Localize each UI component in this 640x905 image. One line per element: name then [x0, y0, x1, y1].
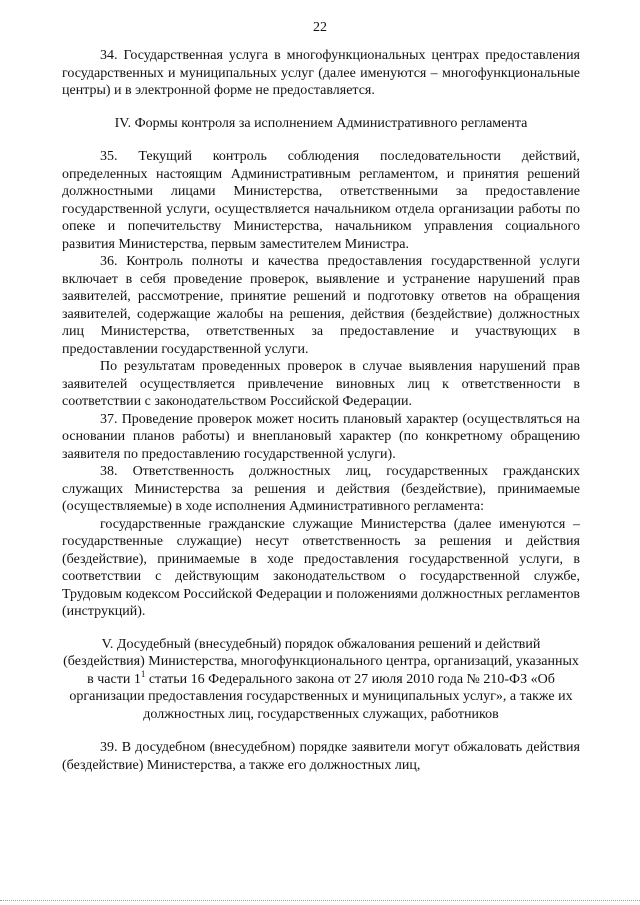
paragraph-36-results: По результатам проведенных проверок в случае выявления нарушений прав заявителей осуществляется привлечение виновных лиц к ответственности в соответствии с законодательством Российской Федерации.	[62, 359, 580, 409]
paragraph-35: 35. Текущий контроль соблюдения последовательности действий, определенных настоящим Административным регламентом, и принятия решений должностными лицами Министерства, ответственными за предоставление государственной услуги, осуществляется начальником отдела организации работы по опеке и попечительству Министерства, начальником управления социального развития Министерства, первым заместителем Министра.	[62, 149, 580, 252]
paragraph-38: 38. Ответственность должностных лиц, государственных гражданских служащих Министерства за решения и действия (бездействие), принимаемые (осуществляемые) в ходе исполнения Административного регламента:	[62, 464, 580, 514]
paragraph-37: 37. Проведение проверок может носить плановый характер (осуществляться на основании планов работы) и внеплановый характер (по конкретному обращению заявителя по предоставлению государственной услуги).	[62, 411, 580, 462]
page-number: 22	[313, 20, 327, 35]
page-bottom-rule	[0, 900, 640, 901]
section-heading-v-part1: V. Досудебный (внесудебный) порядок обжалования решений и действий (бездействия) Министерства, многофункционального центра, организаций, указанных в части 1	[63, 636, 579, 687]
section-heading-iv: IV. Формы контроля за исполнением Административного регламента	[114, 115, 528, 131]
paragraph-38-liability: государственные гражданские служащие Министерства (далее именуются – государственные служащие) несут ответственность за решения и действия (бездействие), принимаемые в ходе предоставления государственной услуги, в соответствии с действующим законодательством о государственной службе, Трудовым кодексом Российской Федерации и положениями должностных регламентов (инструкций).	[62, 516, 580, 619]
document-body	[62, 47, 580, 774]
section-heading-v-part2: статьи 16 Федерального закона от 27 июля 2010 года № 210-ФЗ «Об организации предоставления государственных и муниципальных услуг», а также их должностных лиц, государственных служащих, работников	[69, 671, 573, 722]
section-heading-v	[62, 636, 580, 724]
paragraph-36: 36. Контроль полноты и качества предоставления государственной услуги включает в себя проведение проверок, выявление и устранение нарушений прав заявителей, рассмотрение, принятие решений и подготовку ответов на обращения заявителей, содержащие жалобы на решения, действия (бездействие) должностных лиц Министерства, ответственных за предоставление и участвующих в предоставлении государственной услуги.	[62, 254, 580, 357]
section-heading-v-superscript: 1	[140, 668, 146, 679]
paragraph-34: 34. Государственная услуга в многофункциональных центрах предоставления государственных и муниципальных услуг (далее именуются – многофункциональные центры) и в электронной форме не предоставляется.	[62, 48, 580, 98]
paragraph-39: 39. В досудебном (внесудебном) порядке заявители могут обжаловать действия (бездействие) Министерства, а также его должностных лиц,	[62, 740, 580, 773]
